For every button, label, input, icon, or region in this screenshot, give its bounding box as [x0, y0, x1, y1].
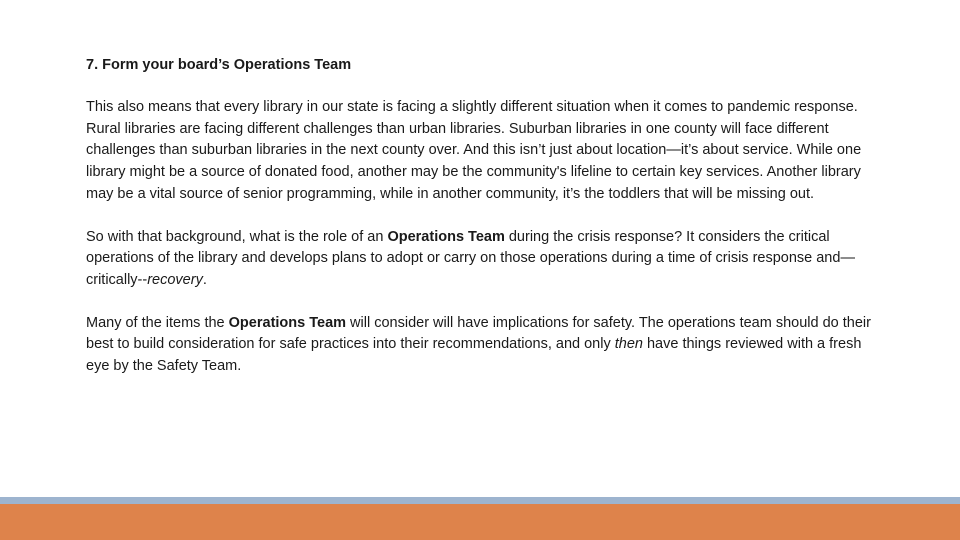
paragraph-safety-implications	[86, 313, 876, 378]
text-run: have things reviewed with a fresh eye by the Safety Team.	[86, 336, 862, 375]
text-run: will consider will have implications for safety. The operations team should do their best to build consideration for safe practices into their recommendations, and only	[86, 314, 871, 353]
footer-accent-bar-orange	[0, 504, 960, 540]
text-run: Many of the items the	[86, 314, 229, 331]
text-run: .	[202, 271, 207, 288]
text-run: during the crisis response? It considers the critical operations of the library and develops plans to adopt or carry on those operations during a time of crisis response and—critically--	[86, 228, 855, 288]
emphasis-operations-team: Operations Team	[387, 228, 505, 245]
slide-heading: 7. Form your board’s Operations Team	[86, 57, 352, 73]
slide-content	[86, 55, 876, 399]
paragraph-operations-team-role	[86, 227, 876, 292]
emphasis-operations-team: Operations Team	[228, 314, 347, 331]
emphasis-recovery: recovery	[147, 271, 203, 288]
emphasis-then: then	[614, 336, 643, 353]
text-run: So with that background, what is the role of an	[86, 228, 388, 245]
paragraph-library-differences: This also means that every library in our state is facing a slightly different situation when it comes to pandemic response. Rural libraries are facing different challenges than urban libraries. Suburban libraries in one county will face different challenges than suburban libraries in the next county over. And this isn’t just about location—it’s about service. While one library might be a source of donated food, another may be the community's lifeline to certain key services. Another library may be a vital source of senior programming, while in another community, it’s the toddlers that will be missing out.	[86, 99, 862, 202]
footer-accent-bar-blue	[0, 497, 960, 504]
